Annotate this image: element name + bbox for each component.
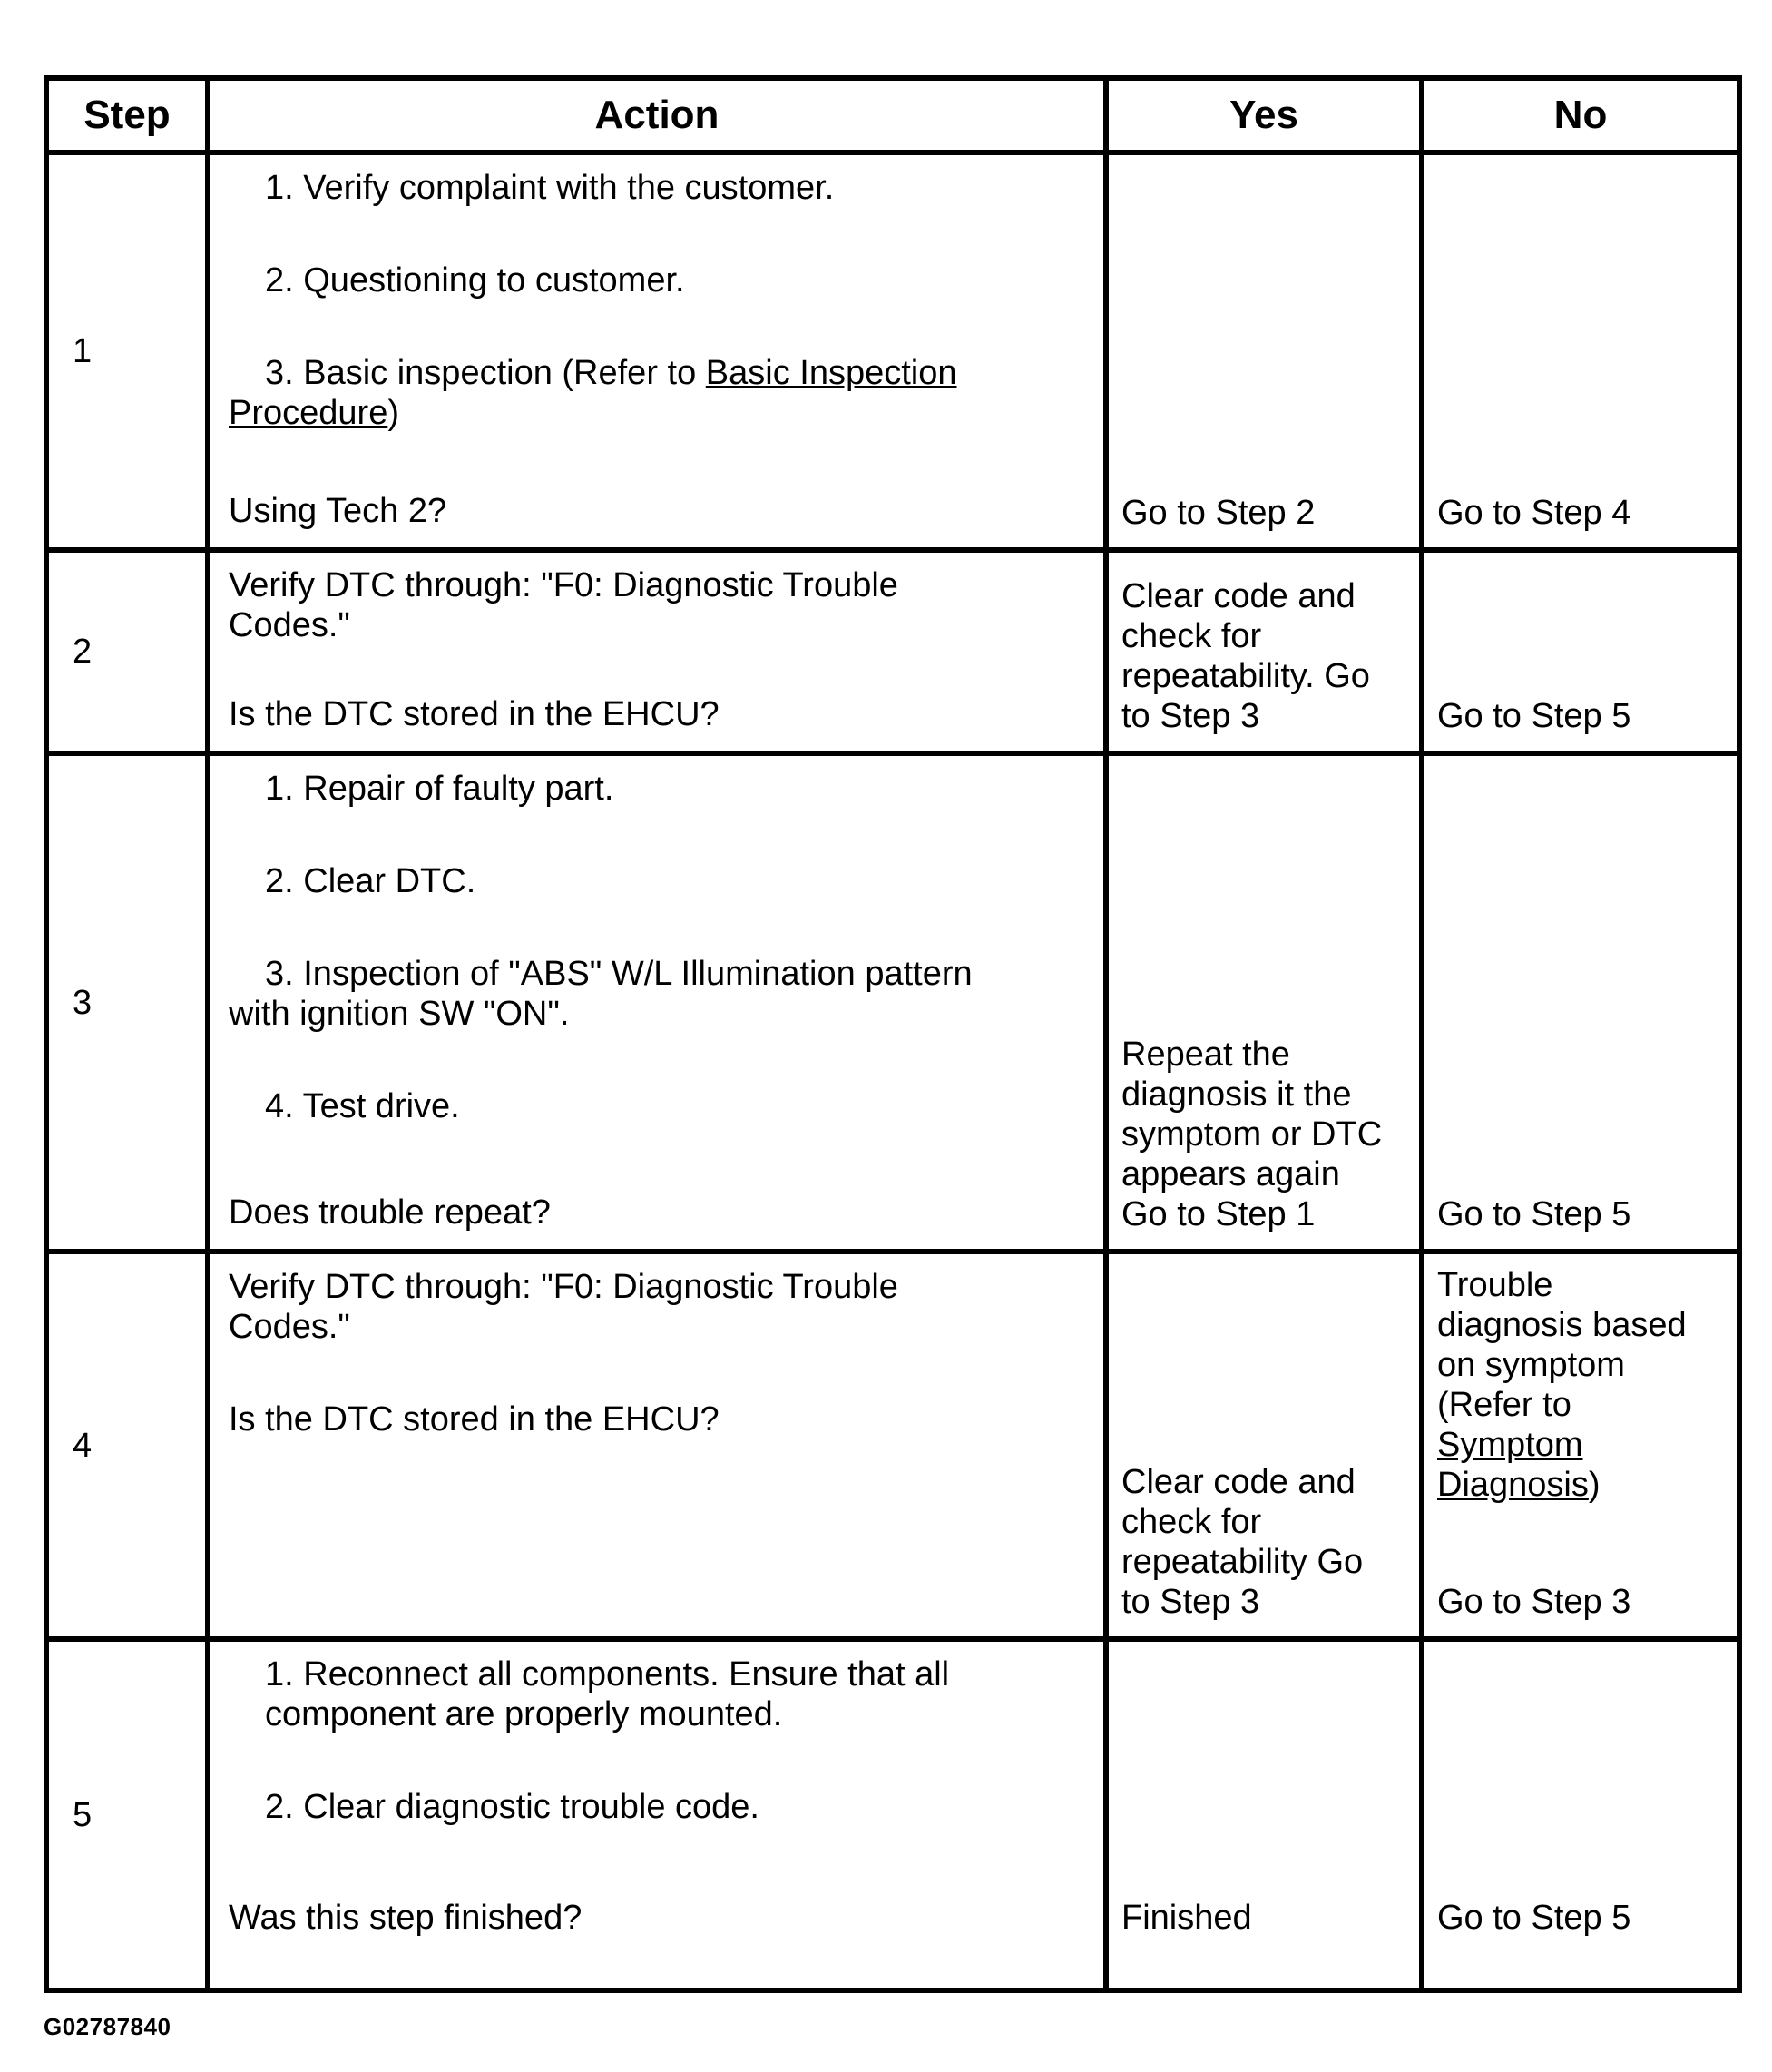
action-text-wrap: Codes." <box>229 606 350 644</box>
row3-yes-cell <box>1109 756 1424 1254</box>
basic-inspection-procedure-link[interactable]: Basic Inspection <box>705 354 957 392</box>
action-question: Was this step finished? <box>229 1899 583 1937</box>
action-item: 4. Test drive. <box>265 1087 460 1125</box>
no-text: Go to Step 5 <box>1437 1195 1631 1233</box>
no-text: Go to Step 5 <box>1437 697 1631 735</box>
action-text-wrap: Codes." <box>229 1308 350 1346</box>
action-question: Using Tech 2? <box>229 492 447 530</box>
col-header-no: No <box>1424 81 1737 155</box>
diagnostic-steps-table <box>44 75 1742 1993</box>
action-item-wrap <box>229 393 1094 433</box>
action-item-wrap: component are properly mounted. <box>265 1695 783 1733</box>
document-page <box>44 75 1742 2041</box>
action-item <box>229 353 1094 393</box>
action-item: 1. Verify complaint with the customer. <box>265 169 835 207</box>
step-number: 4 <box>73 1426 93 1465</box>
yes-text: check for <box>1121 617 1262 655</box>
row4-no-cell <box>1424 1254 1737 1642</box>
action-item: 2. Clear DTC. <box>265 862 476 900</box>
symptom-diagnosis-link[interactable]: Symptom <box>1437 1426 1583 1464</box>
action-question: Does trouble repeat? <box>229 1193 551 1232</box>
step-number: 2 <box>73 633 93 671</box>
yes-text: diagnosis it the <box>1121 1075 1352 1114</box>
no-text: (Refer to <box>1437 1386 1571 1424</box>
action-item: 2. Questioning to customer. <box>265 261 685 300</box>
col-header-step: Step <box>49 81 210 155</box>
symptom-diagnosis-link[interactable]: Diagnosis <box>1437 1466 1589 1504</box>
yes-text: repeatability. Go <box>1121 657 1370 695</box>
row5-action-cell <box>210 1642 1109 1988</box>
no-text <box>1437 1465 1729 1505</box>
no-text: Go to Step 4 <box>1437 494 1631 532</box>
step-number: 3 <box>73 983 93 1022</box>
yes-text: Finished <box>1121 1899 1252 1937</box>
action-item: 3. Inspection of "ABS" W/L Illumination pattern <box>265 955 973 993</box>
row4-step-cell <box>49 1254 210 1642</box>
action-text: Verify DTC through: "F0: Diagnostic Trouble <box>229 566 898 604</box>
row1-yes-cell <box>1109 155 1424 553</box>
row5-no-cell <box>1424 1642 1737 1988</box>
action-item: 2. Clear diagnostic trouble code. <box>265 1788 759 1826</box>
action-item-text: ) <box>387 394 399 432</box>
yes-text: appears again <box>1121 1155 1340 1193</box>
row4-action-cell <box>210 1254 1109 1642</box>
figure-id-caption: G02787840 <box>44 2013 171 2040</box>
yes-text: symptom or DTC <box>1121 1115 1383 1154</box>
yes-text: Repeat the <box>1121 1036 1290 1074</box>
action-item: 1. Repair of faulty part. <box>265 770 614 808</box>
action-item-text: 3. Basic inspection (Refer to <box>265 354 706 392</box>
no-text: Trouble <box>1437 1266 1553 1304</box>
no-text: on symptom <box>1437 1346 1625 1384</box>
row1-action-cell <box>210 155 1109 553</box>
yes-text: check for <box>1121 1503 1262 1541</box>
yes-text: Clear code and <box>1121 1463 1356 1501</box>
action-item-wrap: with ignition SW "ON". <box>229 995 570 1033</box>
row3-no-cell <box>1424 756 1737 1254</box>
yes-text: Go to Step 2 <box>1121 494 1316 532</box>
action-item: 1. Reconnect all components. Ensure that all <box>265 1655 950 1694</box>
row3-action-cell <box>210 756 1109 1254</box>
action-question: Is the DTC stored in the EHCU? <box>229 695 720 733</box>
no-text: diagnosis based <box>1437 1306 1687 1344</box>
step-number: 1 <box>73 332 93 370</box>
row2-step-cell <box>49 553 210 756</box>
action-question: Is the DTC stored in the EHCU? <box>229 1400 720 1439</box>
row3-step-cell <box>49 756 210 1254</box>
row4-yes-cell <box>1109 1254 1424 1642</box>
yes-text: Clear code and <box>1121 577 1356 615</box>
row5-step-cell <box>49 1642 210 1988</box>
row2-yes-cell <box>1109 553 1424 756</box>
yes-text: Go to Step 1 <box>1121 1195 1316 1233</box>
step-number: 5 <box>73 1795 93 1834</box>
basic-inspection-procedure-link[interactable]: Procedure <box>229 394 388 432</box>
col-header-yes: Yes <box>1109 81 1424 155</box>
row1-step-cell <box>49 155 210 553</box>
row2-no-cell <box>1424 553 1737 756</box>
row5-yes-cell <box>1109 1642 1424 1988</box>
no-text <box>1437 1425 1729 1465</box>
yes-text: to Step 3 <box>1121 1583 1260 1621</box>
row2-action-cell <box>210 553 1109 756</box>
no-goto-text: Go to Step 3 <box>1437 1583 1631 1621</box>
action-text: Verify DTC through: "F0: Diagnostic Trouble <box>229 1268 898 1306</box>
col-header-action: Action <box>210 81 1109 155</box>
no-text-close: ) <box>1588 1466 1601 1504</box>
no-text: Go to Step 5 <box>1437 1899 1631 1937</box>
yes-text: repeatability Go <box>1121 1543 1364 1581</box>
yes-text: to Step 3 <box>1121 697 1260 735</box>
row1-no-cell <box>1424 155 1737 553</box>
